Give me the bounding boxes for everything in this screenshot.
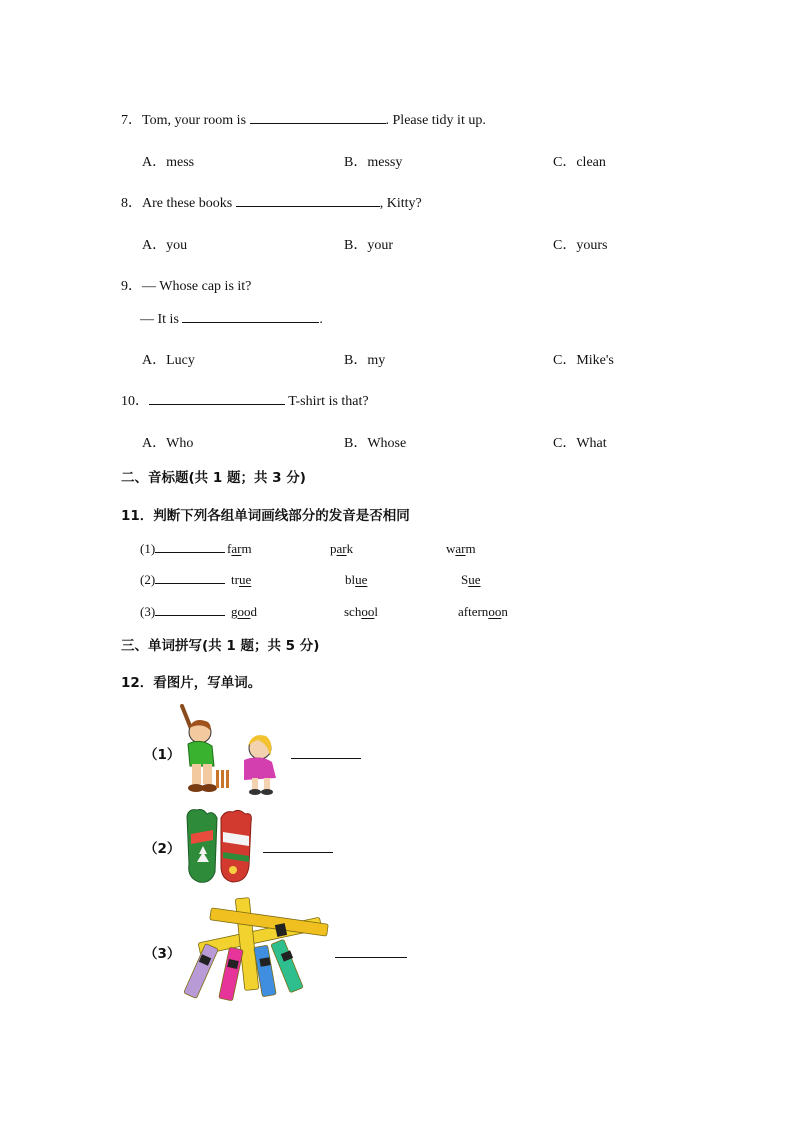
answer-blank[interactable] <box>291 758 361 759</box>
answer-blank[interactable] <box>236 206 380 207</box>
answer-blank[interactable] <box>263 852 333 853</box>
question-text: Are these books <box>142 196 236 211</box>
option-a[interactable]: A．you <box>142 238 188 253</box>
row-label: (2) <box>140 572 156 587</box>
word: park <box>330 541 354 556</box>
question-number: 10． <box>121 394 149 409</box>
question-text: , Kitty? <box>379 196 422 211</box>
question-7 <box>121 109 486 129</box>
word: school <box>344 604 378 619</box>
option-a[interactable]: A．mess <box>142 155 195 170</box>
question-text: Tom, your room is <box>142 113 250 128</box>
answer-blank[interactable] <box>250 123 386 124</box>
answer-blank[interactable] <box>335 957 407 958</box>
crayons-image <box>180 894 336 1006</box>
option-b[interactable]: B．Whose <box>344 436 407 451</box>
question-text: — It is <box>140 312 183 327</box>
question-number: 9． <box>121 279 142 294</box>
option-b[interactable]: B．my <box>344 353 386 368</box>
answer-blank[interactable] <box>155 615 225 616</box>
word: good <box>231 604 257 619</box>
answer-blank[interactable] <box>182 322 319 323</box>
question-9-response <box>140 312 323 328</box>
christmas-socks-image <box>183 806 255 886</box>
item-label: （2） <box>144 841 181 857</box>
option-c[interactable]: C．yours <box>553 238 608 253</box>
question-8 <box>121 192 422 212</box>
question-9 <box>121 275 251 295</box>
question-number: 8． <box>121 196 142 211</box>
word: warm <box>446 541 476 556</box>
option-c[interactable]: C．What <box>553 436 607 451</box>
section-heading: 二、音标题(共 1 题；共 3 分) <box>121 470 306 486</box>
phonics-row-1 <box>140 541 225 557</box>
option-a[interactable]: A．Lucy <box>142 353 195 368</box>
question-text: — Whose cap is it? <box>142 279 252 294</box>
phonics-row-2 <box>140 572 225 588</box>
children-playing-cricket-image <box>172 704 284 796</box>
option-b[interactable]: B．your <box>344 238 393 253</box>
option-a[interactable]: A．Who <box>142 436 194 451</box>
question-10 <box>121 390 369 410</box>
answer-blank[interactable] <box>155 552 225 553</box>
row-label: (1) <box>140 541 156 556</box>
row-label: (3) <box>140 604 156 619</box>
question-12-title: 12．看图片，写单词。 <box>121 675 262 691</box>
item-label: （1） <box>144 747 181 763</box>
word: farm <box>227 541 252 556</box>
question-11-title: 11．判断下列各组单词画线部分的发音是否相同 <box>121 508 410 524</box>
section-heading: 三、单词拼写(共 1 题；共 5 分) <box>121 638 320 654</box>
word: true <box>231 572 252 587</box>
answer-blank[interactable] <box>149 404 285 405</box>
question-text: . Please tidy it up. <box>385 113 486 128</box>
word: afternoon <box>458 604 508 619</box>
option-b[interactable]: B．messy <box>344 155 403 170</box>
question-number: 7． <box>121 113 142 128</box>
word: Sue <box>461 572 481 587</box>
question-text: . <box>319 312 323 327</box>
question-text: T-shirt is that? <box>285 394 369 409</box>
item-label: （3） <box>144 946 181 962</box>
option-c[interactable]: C．clean <box>553 155 606 170</box>
answer-blank[interactable] <box>155 583 225 584</box>
option-c[interactable]: C．Mike's <box>553 353 614 368</box>
phonics-row-3 <box>140 604 225 620</box>
word: blue <box>345 572 368 587</box>
